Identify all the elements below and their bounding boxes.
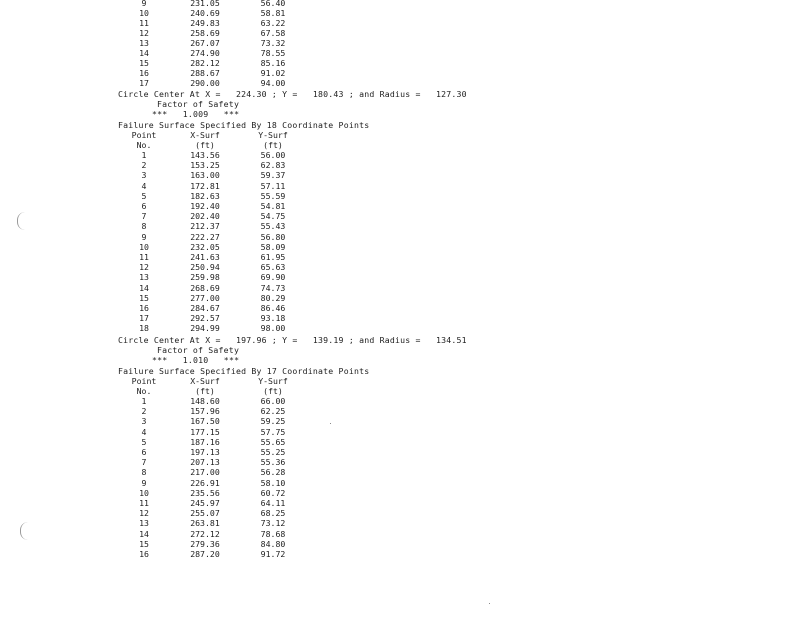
point-number: 5	[141, 436, 147, 447]
point-number: 18	[139, 323, 149, 334]
table-row	[0, 323, 286, 334]
table-row	[0, 303, 286, 313]
y-surf-value: 78.55	[260, 48, 286, 58]
point-number: 4	[141, 180, 147, 191]
x-surf-value: 282.12	[190, 58, 220, 68]
y-surf-value: 55.36	[260, 457, 286, 468]
column-units-2	[0, 140, 283, 150]
point-number: 15	[139, 58, 149, 68]
x-surf-value: 143.56	[190, 150, 220, 160]
binding-hole-mark-bottom	[20, 522, 28, 540]
x-surf-value: 279.36	[190, 538, 220, 549]
table-row	[0, 416, 286, 427]
x-surf-value: 277.00	[190, 292, 220, 303]
table-row	[0, 436, 286, 447]
column-headers-3	[0, 376, 288, 386]
table-row	[0, 477, 286, 488]
x-surf-value: 241.63	[190, 252, 220, 262]
x-surf-value: 148.60	[190, 396, 220, 406]
point-number: 1	[141, 396, 147, 406]
table-row	[0, 396, 286, 406]
point-number: 16	[139, 549, 149, 559]
column-point-2: Point	[131, 130, 157, 140]
y-surf-value: 78.68	[260, 528, 286, 539]
table-row	[0, 406, 286, 417]
point-number: 14	[139, 528, 149, 539]
point-number: 11	[139, 498, 149, 508]
x-surf-value: 172.81	[190, 180, 220, 191]
y-surf-value: 57.11	[260, 180, 286, 191]
y-surf-value: 59.25	[260, 416, 286, 427]
x-surf-value: 268.69	[190, 282, 220, 293]
table-row	[0, 221, 286, 232]
table-row	[0, 78, 286, 88]
table-row	[0, 201, 286, 211]
x-surf-value: 284.67	[190, 303, 220, 313]
point-number: 13	[139, 272, 149, 283]
x-surf-value: 258.69	[190, 28, 220, 38]
table-row	[0, 58, 286, 68]
x-surf-value: 272.12	[190, 528, 220, 539]
point-number: 3	[141, 416, 147, 427]
x-surf-value: 274.90	[190, 48, 220, 58]
table-row	[0, 549, 286, 559]
x-surf-value: 235.56	[190, 487, 220, 498]
y-surf-value: 56.28	[260, 467, 286, 478]
y-surf-value: 55.43	[260, 221, 286, 232]
x-surf-value: 294.99	[190, 323, 220, 334]
y-surf-value: 93.18	[260, 313, 286, 324]
point-number: 12	[139, 508, 149, 519]
y-surf-value: 86.46	[260, 303, 286, 313]
x-surf-value: 255.07	[190, 508, 220, 519]
y-surf-value: 58.09	[260, 241, 286, 252]
table-row	[0, 272, 286, 283]
y-surf-value: 69.90	[260, 272, 286, 283]
point-number: 2	[141, 406, 147, 417]
x-surf-value: 182.63	[190, 190, 220, 201]
table-row	[0, 528, 286, 539]
table-row	[0, 28, 286, 38]
x-surf-value: 207.13	[190, 457, 220, 468]
table-row	[0, 241, 286, 252]
factor-of-safety-value-1: *** 1.009 ***	[152, 109, 240, 119]
point-number: 10	[139, 8, 149, 18]
point-number: 11	[139, 18, 149, 28]
column-y-surf-3: Y-Surf	[258, 376, 288, 386]
speck-dot	[330, 423, 331, 424]
y-surf-value: 55.25	[260, 447, 286, 457]
table-row	[0, 538, 286, 549]
x-surf-value: 226.91	[190, 477, 220, 488]
point-number: 3	[141, 170, 147, 181]
table-row	[0, 48, 286, 58]
y-surf-value: 67.58	[260, 28, 286, 38]
y-surf-value: 65.63	[260, 262, 286, 273]
circle-center-line-2: Circle Center At X = 197.96 ; Y = 139.19 ; and Radius = 134.51	[118, 335, 467, 345]
x-surf-value: 177.15	[190, 426, 220, 437]
x-surf-value: 167.50	[190, 416, 220, 427]
y-surf-value: 57.75	[260, 426, 286, 437]
x-surf-value: 288.67	[190, 68, 220, 78]
table-row	[0, 498, 286, 508]
table-row	[0, 518, 286, 529]
circle-center-line-1: Circle Center At X = 224.30 ; Y = 180.43 ; and Radius = 127.30	[118, 89, 467, 99]
table-row	[0, 160, 286, 171]
column-x-surf-2: X-Surf	[190, 130, 220, 140]
point-number: 15	[139, 538, 149, 549]
table-row	[0, 231, 286, 242]
point-number: 13	[139, 38, 149, 48]
x-surf-value: 240.69	[190, 8, 220, 18]
column-point-3: Point	[131, 376, 157, 386]
point-number: 12	[139, 262, 149, 273]
table-row	[0, 8, 286, 18]
point-number: 10	[139, 487, 149, 498]
y-surf-value: 58.81	[260, 8, 286, 18]
table-row	[0, 18, 286, 28]
point-number: 14	[139, 48, 149, 58]
column-x-surf-3: X-Surf	[190, 376, 220, 386]
y-surf-value: 73.32	[260, 38, 286, 48]
point-number: 16	[139, 68, 149, 78]
table-row	[0, 508, 286, 519]
table-row	[0, 180, 286, 191]
point-number: 6	[141, 201, 147, 211]
table-row	[0, 457, 286, 468]
x-surf-value: 157.96	[190, 406, 220, 417]
y-surf-value: 62.25	[260, 406, 286, 417]
x-surf-value: 222.27	[190, 231, 220, 242]
table-row	[0, 282, 286, 293]
y-surf-value: 66.00	[260, 396, 286, 406]
unit-y-2: (ft)	[263, 140, 283, 150]
y-surf-value: 80.29	[260, 292, 286, 303]
x-surf-value: 292.57	[190, 313, 220, 324]
point-number: 12	[139, 28, 149, 38]
point-number: 1	[141, 150, 147, 160]
unit-x-2: (ft)	[195, 140, 215, 150]
table-row	[0, 487, 286, 498]
table-row	[0, 252, 286, 262]
x-surf-value: 267.07	[190, 38, 220, 48]
point-number: 9	[141, 0, 147, 8]
column-headers-2	[0, 130, 288, 140]
point-number: 2	[141, 160, 147, 171]
table-row	[0, 68, 286, 78]
column-no-2: No.	[136, 140, 152, 150]
column-units-3	[0, 386, 283, 396]
point-number: 9	[141, 231, 147, 242]
point-number: 8	[141, 221, 147, 232]
x-surf-value: 217.00	[190, 467, 220, 478]
table-row	[0, 313, 286, 324]
x-surf-value: 212.37	[190, 221, 220, 232]
point-number: 17	[139, 78, 149, 88]
point-number: 10	[139, 241, 149, 252]
y-surf-value: 64.11	[260, 498, 286, 508]
y-surf-value: 55.59	[260, 190, 286, 201]
table-row	[0, 447, 286, 457]
y-surf-value: 54.81	[260, 201, 286, 211]
y-surf-value: 56.80	[260, 231, 286, 242]
x-surf-value: 263.81	[190, 518, 220, 529]
y-surf-value: 85.16	[260, 58, 286, 68]
y-surf-value: 73.12	[260, 518, 286, 529]
y-surf-value: 56.00	[260, 150, 286, 160]
x-surf-value: 231.05	[190, 0, 220, 8]
point-number: 9	[141, 477, 147, 488]
y-surf-value: 84.80	[260, 538, 286, 549]
x-surf-value: 187.16	[190, 436, 220, 447]
y-surf-value: 63.22	[260, 18, 286, 28]
failure-surface-header-2: Failure Surface Specified By 18 Coordinate Points	[118, 120, 370, 130]
point-number: 5	[141, 190, 147, 201]
table-row	[0, 0, 286, 8]
table-row	[0, 211, 286, 222]
x-surf-value: 153.25	[190, 160, 220, 171]
y-surf-value: 59.37	[260, 170, 286, 181]
point-number: 17	[139, 313, 149, 324]
table-row	[0, 38, 286, 48]
y-surf-value: 54.75	[260, 211, 286, 222]
point-number: 7	[141, 457, 147, 468]
x-surf-value: 287.20	[190, 549, 220, 559]
y-surf-value: 61.95	[260, 252, 286, 262]
y-surf-value: 60.72	[260, 487, 286, 498]
y-surf-value: 56.40	[260, 0, 286, 8]
table-row	[0, 467, 286, 478]
point-number: 8	[141, 467, 147, 478]
x-surf-value: 249.83	[190, 18, 220, 28]
point-number: 4	[141, 426, 147, 437]
point-number: 15	[139, 292, 149, 303]
factor-of-safety-value-2: *** 1.010 ***	[152, 355, 240, 365]
point-number: 14	[139, 282, 149, 293]
y-surf-value: 98.00	[260, 323, 286, 334]
y-surf-value: 74.73	[260, 282, 286, 293]
unit-x-3: (ft)	[195, 386, 215, 396]
point-number: 16	[139, 303, 149, 313]
y-surf-value: 68.25	[260, 508, 286, 519]
y-surf-value: 91.02	[260, 68, 286, 78]
point-number: 13	[139, 518, 149, 529]
factor-of-safety-label-2: Factor of Safety	[157, 345, 240, 355]
y-surf-value: 62.83	[260, 160, 286, 171]
table-row	[0, 426, 286, 437]
factor-of-safety-label-1: Factor of Safety	[157, 99, 240, 109]
point-number: 11	[139, 252, 149, 262]
point-number: 7	[141, 211, 147, 222]
x-surf-value: 192.40	[190, 201, 220, 211]
y-surf-value: 58.10	[260, 477, 286, 488]
column-no-3: No.	[136, 386, 152, 396]
failure-surface-header-3: Failure Surface Specified By 17 Coordinate Points	[118, 366, 370, 376]
y-surf-value: 55.65	[260, 436, 286, 447]
x-surf-value: 259.98	[190, 272, 220, 283]
unit-y-3: (ft)	[263, 386, 283, 396]
x-surf-value: 232.05	[190, 241, 220, 252]
x-surf-value: 197.13	[190, 447, 220, 457]
table-row	[0, 262, 286, 273]
x-surf-value: 245.97	[190, 498, 220, 508]
table-row	[0, 292, 286, 303]
x-surf-value: 163.00	[190, 170, 220, 181]
binding-hole-mark-top	[17, 212, 25, 230]
y-surf-value: 91.72	[260, 549, 286, 559]
x-surf-value: 250.94	[190, 262, 220, 273]
y-surf-value: 94.00	[260, 78, 286, 88]
table-row	[0, 190, 286, 201]
x-surf-value: 202.40	[190, 211, 220, 222]
column-y-surf-2: Y-Surf	[258, 130, 288, 140]
table-row	[0, 170, 286, 181]
x-surf-value: 290.00	[190, 78, 220, 88]
point-number: 6	[141, 447, 147, 457]
table-row	[0, 150, 286, 160]
speck-dot	[489, 603, 490, 604]
